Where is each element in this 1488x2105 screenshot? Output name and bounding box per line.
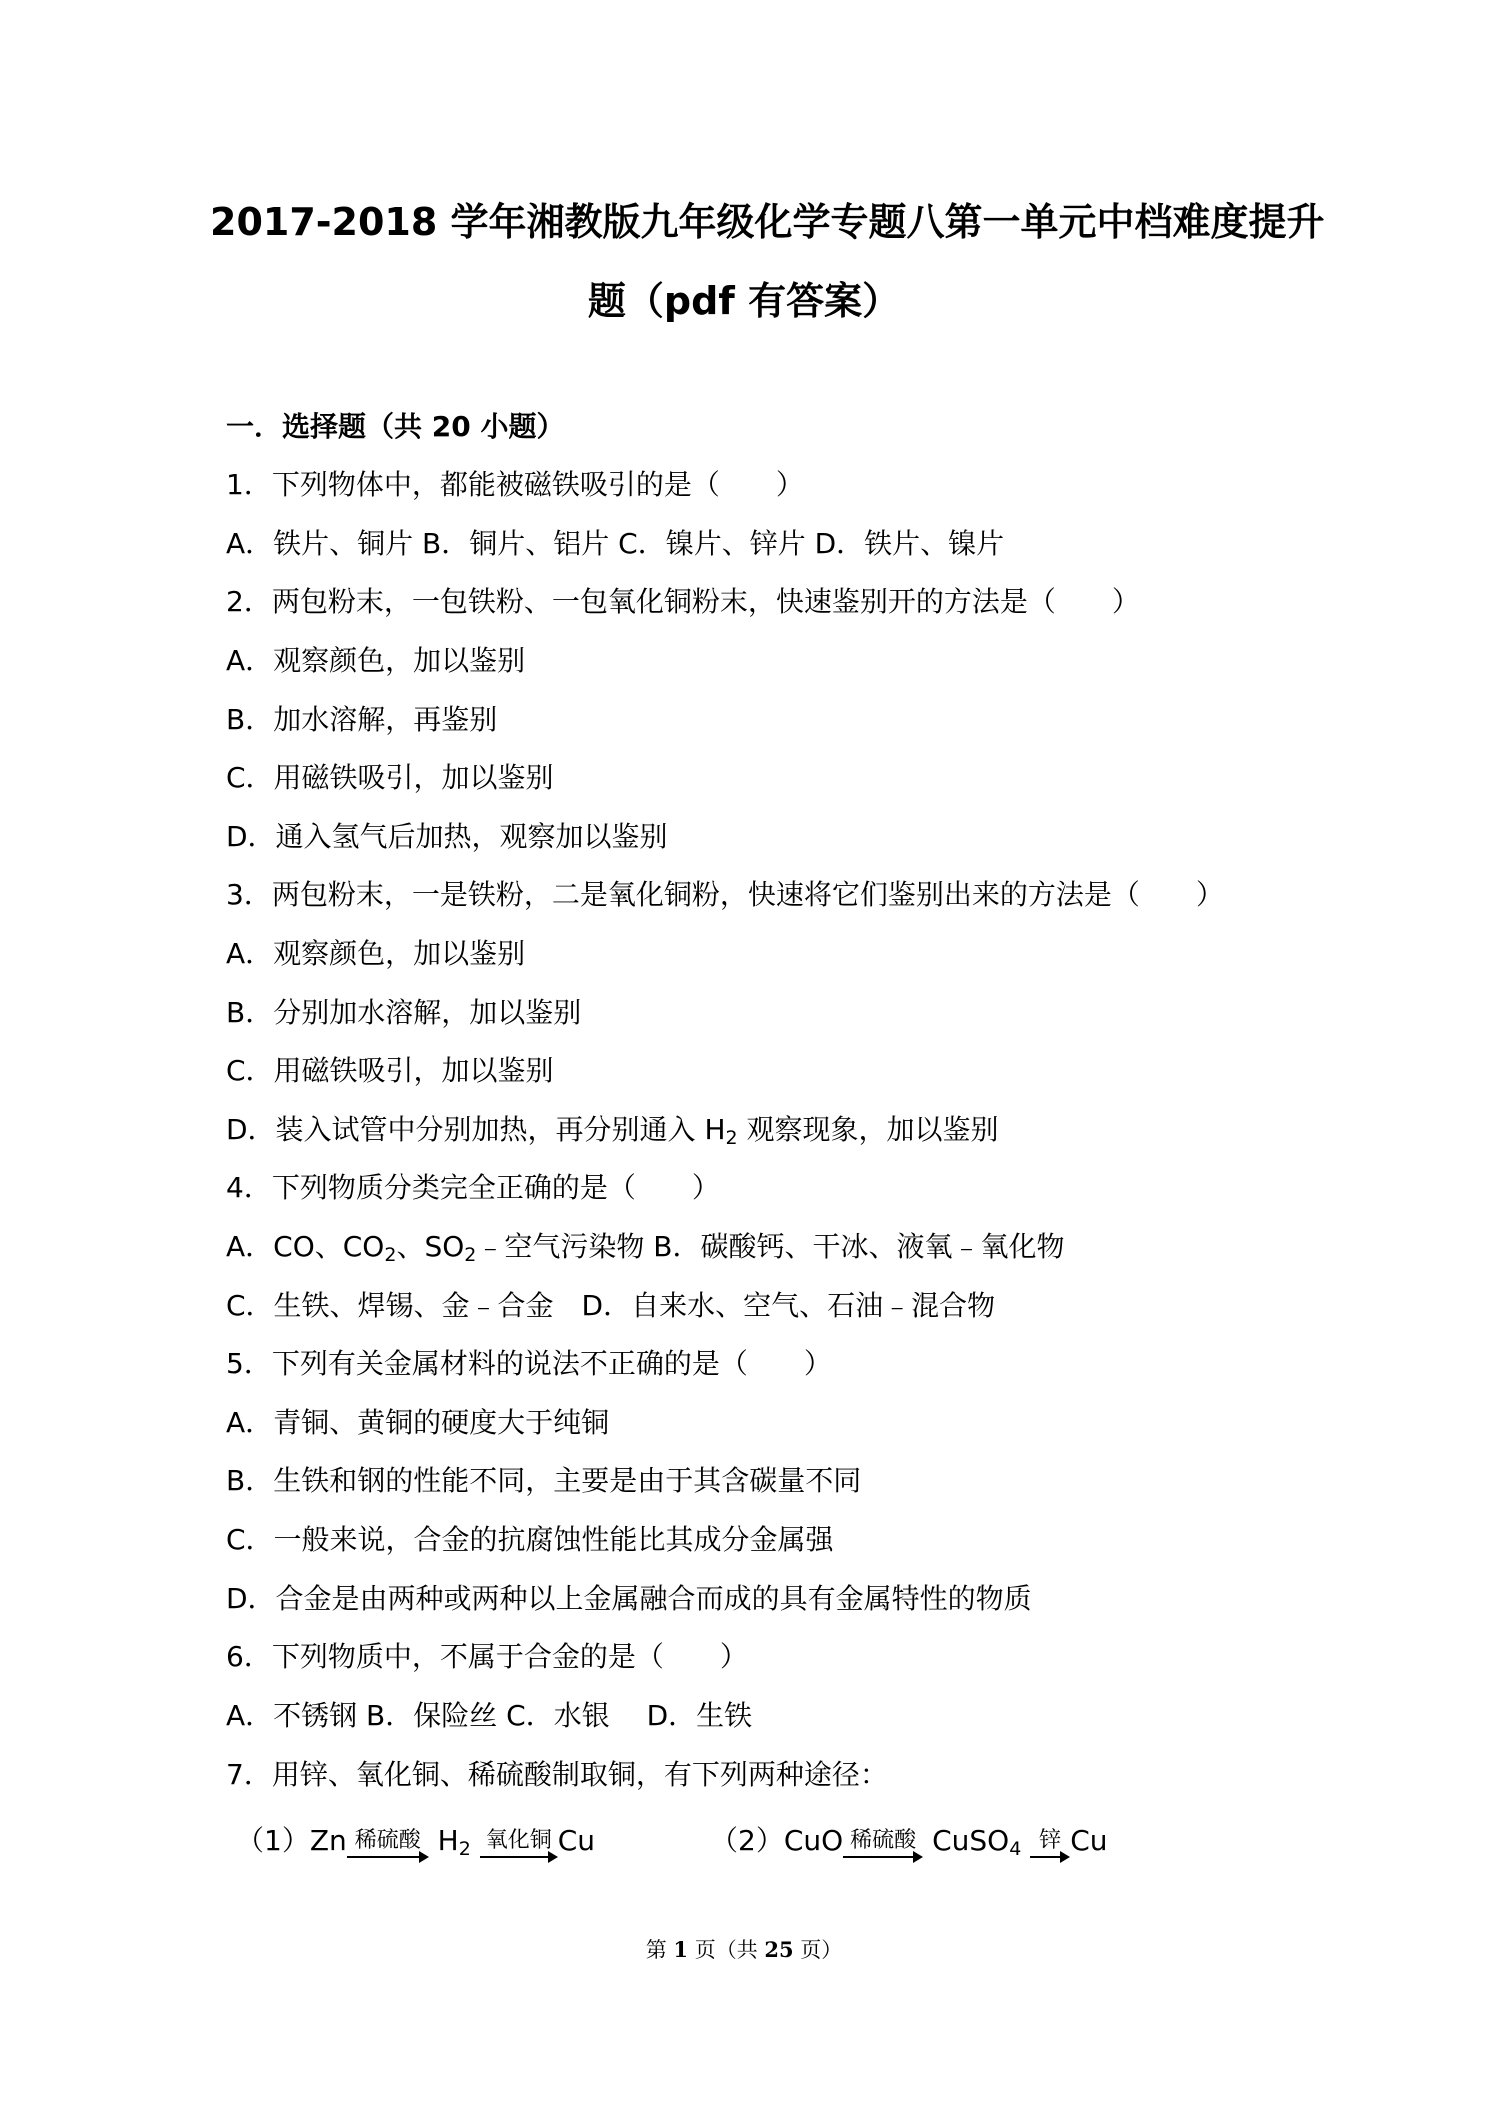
route-2 [710,1822,1107,1868]
route-2-end: Cu [1070,1824,1108,1857]
route-1-end: Cu [557,1824,596,1857]
document-title-line2: 题（pdf 有答案） [587,279,901,323]
question-2-option-d: D．通入氢气后加热，观察加以鉴别 [226,820,668,853]
question-3-option-d [226,1111,999,1157]
question-1: 1．下列物体中，都能被磁铁吸引的是（ ） [226,468,804,501]
route-2-condition-2: 锌 [1039,1828,1062,1853]
question-7: 7．用锌、氧化铜、稀硫酸制取铜，有下列两种途径： [226,1758,888,1791]
route-1-label: （1） [236,1824,310,1857]
arrow-head-icon [1060,1851,1070,1863]
footer-total-pages: 25 [764,1937,794,1962]
q4a-sub2: 2 [464,1244,477,1266]
route-1 [236,1822,595,1868]
route-1-arrow-1 [347,1830,429,1868]
question-3: 3．两包粉末，一是铁粉，二是氧化铜粉，快速将它们鉴别出来的方法是（ ） [226,878,1224,911]
question-5-option-d: D．合金是由两种或两种以上金属融合而成的具有金属特性的物质 [226,1582,1032,1615]
question-6-options: A．不锈钢 B．保险丝 C．水银 D．生铁 [226,1699,753,1732]
page-footer [0,1936,1488,1964]
q4a-sub1: 2 [384,1244,397,1266]
route-2-arrow-1 [843,1830,923,1868]
question-3-option-c: C．用磁铁吸引，加以鉴别 [226,1054,554,1087]
arrow-shaft [1030,1856,1064,1858]
route-1-mid: H [437,1824,459,1857]
question-2-option-b: B．加水溶解，再鉴别 [226,703,498,736]
question-3-option-b: B．分别加水溶解，加以鉴别 [226,996,582,1029]
route-2-start: CuO [783,1824,844,1857]
route-2-condition-1: 稀硫酸 [850,1828,917,1853]
q3d-subscript: 2 [725,1127,738,1149]
question-2-option-c: C．用磁铁吸引，加以鉴别 [226,761,554,794]
footer-post: 页） [793,1938,843,1962]
route-2-mid-sub: 4 [1009,1838,1022,1860]
route-2-mid: CuSO [932,1824,1010,1857]
question-1-options: A．铁片、铜片 B．铜片、铝片 C．镍片、锌片 D．铁片、镍片 [226,527,1005,560]
question-4-options-cd: C．生铁、焊锡、金﹣合金 D．自来水、空气、石油﹣混合物 [226,1289,996,1322]
question-5-option-c: C．一般来说，合金的抗腐蚀性能比其成分金属强 [226,1523,834,1556]
arrow-shaft [480,1856,552,1858]
route-1-arrow-2 [480,1830,558,1868]
route-2-arrow-2 [1030,1830,1070,1868]
question-2: 2．两包粉末，一包铁粉、一包氧化铜粉末，快速鉴别开的方法是（ ） [226,585,1140,618]
arrow-shaft [843,1856,917,1858]
question-6: 6．下列物质中，不属于合金的是（ ） [226,1640,748,1673]
question-5: 5．下列有关金属材料的说法不正确的是（ ） [226,1347,832,1380]
q4a-part2: 、SO [396,1230,465,1263]
route-1-mid-sub: 2 [458,1838,471,1860]
route-1-condition-1: 稀硫酸 [354,1828,421,1853]
arrow-head-icon [419,1851,429,1863]
question-5-option-a: A．青铜、黄铜的硬度大于纯铜 [226,1406,610,1439]
route-1-start: Zn [309,1824,347,1857]
document-title-line1: 2017-2018 学年湘教版九年级化学专题八第一单元中档难度提升 [210,200,1325,244]
q4a-part3: ﹣空气污染物 B．碳酸钙、干冰、液氧﹣氧化物 [476,1230,1065,1263]
question-4-options-ab [226,1228,1064,1274]
question-3-option-a: A．观察颜色，加以鉴别 [226,937,526,970]
section-heading: 一．选择题（共 20 小题） [226,410,565,443]
question-4: 4．下列物质分类完全正确的是（ ） [226,1171,720,1204]
route-2-label: （2） [710,1824,784,1857]
q4a-part1: A．CO、CO [226,1230,385,1263]
question-5-option-b: B．生铁和钢的性能不同，主要是由于其含碳量不同 [226,1464,862,1497]
footer-pre: 第 [645,1938,674,1962]
arrow-head-icon [548,1851,558,1863]
footer-page-number: 1 [673,1937,689,1962]
route-1-condition-2: 氧化铜 [485,1828,552,1853]
arrow-shaft [347,1856,423,1858]
q3d-text-before: D．装入试管中分别加热，再分别通入 H [226,1113,726,1146]
arrow-head-icon [913,1851,923,1863]
q3d-text-after: 观察现象，加以鉴别 [737,1113,999,1146]
question-2-option-a: A．观察颜色，加以鉴别 [226,644,526,677]
footer-mid: 页（共 [688,1938,765,1962]
